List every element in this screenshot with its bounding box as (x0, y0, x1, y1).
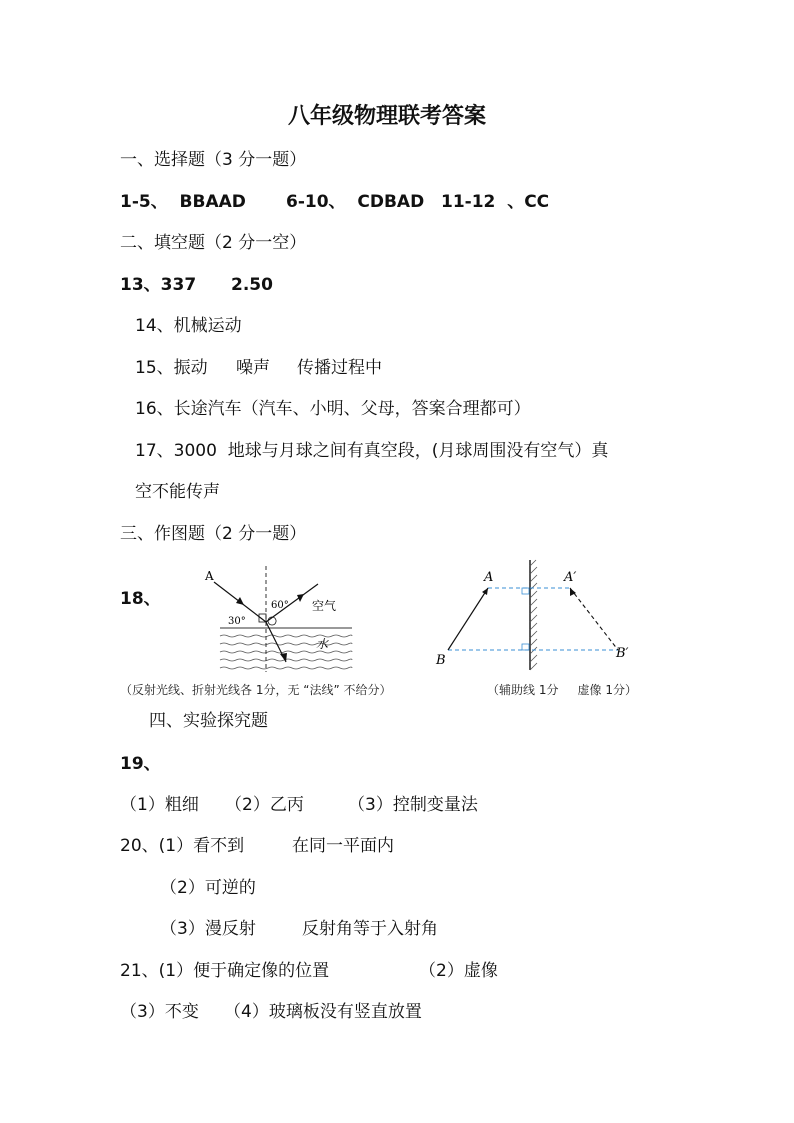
image-b-label: B′ (616, 646, 629, 661)
answer-21-3: （3）不变 (120, 1002, 199, 1022)
answer-11-12: 11-12 、CC (441, 192, 550, 212)
answer-20-1a: 20、(1）看不到 (120, 836, 245, 856)
answer-16: 16、长途汽车（汽车、小明、父母，答案合理都可） (135, 399, 531, 419)
answer-21-1: 21、(1）便于确定像的位置 (120, 961, 330, 981)
point-a-label: A (205, 569, 214, 583)
section-4-heading: 四、实验探究题 (149, 711, 268, 731)
answer-15-b: 噪声 (236, 358, 270, 378)
answer-19-label: 19、 (120, 754, 161, 774)
answer-21-4: （4）玻璃板没有竖直放置 (224, 1002, 422, 1022)
mirror-image-diagram (430, 556, 640, 674)
answer-20-1b: 在同一平面内 (292, 836, 394, 856)
answer-19-3: （3）控制变量法 (348, 795, 478, 815)
answer-13-b: 2.50 (231, 275, 273, 295)
section-1-heading: 一、选择题（3 分一题） (120, 150, 307, 170)
figure-note-right: （辅助线 1分 虚像 1分） (487, 683, 637, 697)
answer-20-3b: 反射角等于入射角 (302, 919, 438, 939)
point-b-label: B (436, 653, 446, 668)
answer-15-a: 15、振动 (135, 358, 208, 378)
image-a-label: A′ (564, 570, 577, 585)
angle-30-label: 30° (228, 616, 246, 627)
answer-20-2: （2）可逆的 (160, 878, 256, 898)
section-2-heading: 二、填空题（2 分一空） (120, 233, 307, 253)
answer-18-label: 18、 (120, 589, 161, 609)
answer-19-1: （1）粗细 (120, 795, 199, 815)
angle-60-label: 60° (271, 600, 289, 611)
answer-15-c: 传播过程中 (297, 358, 382, 378)
water-label: 水 (316, 637, 329, 651)
figure-note-left: （反射光线、折射光线各 1分，无 “法线” 不给分） (120, 683, 392, 697)
answer-17-line2: 空不能传声 (135, 482, 220, 502)
answer-21-2: （2）虚像 (419, 961, 498, 981)
section-3-heading: 三、作图题（2 分一题） (120, 524, 307, 544)
answer-1-5: 1-5、 BBAAD (120, 192, 246, 212)
answer-14: 14、机械运动 (135, 316, 242, 336)
answer-17-line1: 17、3000 地球与月球之间有真空段，(月球周围没有空气）真 (135, 441, 609, 461)
air-label: 空气 (312, 599, 337, 613)
answer-6-10: 6-10、 CDBAD (286, 192, 425, 212)
page-title: 八年级物理联考答案 (288, 104, 487, 129)
point-a-label: A (484, 570, 494, 585)
answer-13-a: 13、337 (120, 275, 197, 295)
answer-19-2: （2）乙丙 (225, 795, 304, 815)
refraction-diagram (200, 562, 360, 674)
answer-20-3a: （3）漫反射 (160, 919, 256, 939)
